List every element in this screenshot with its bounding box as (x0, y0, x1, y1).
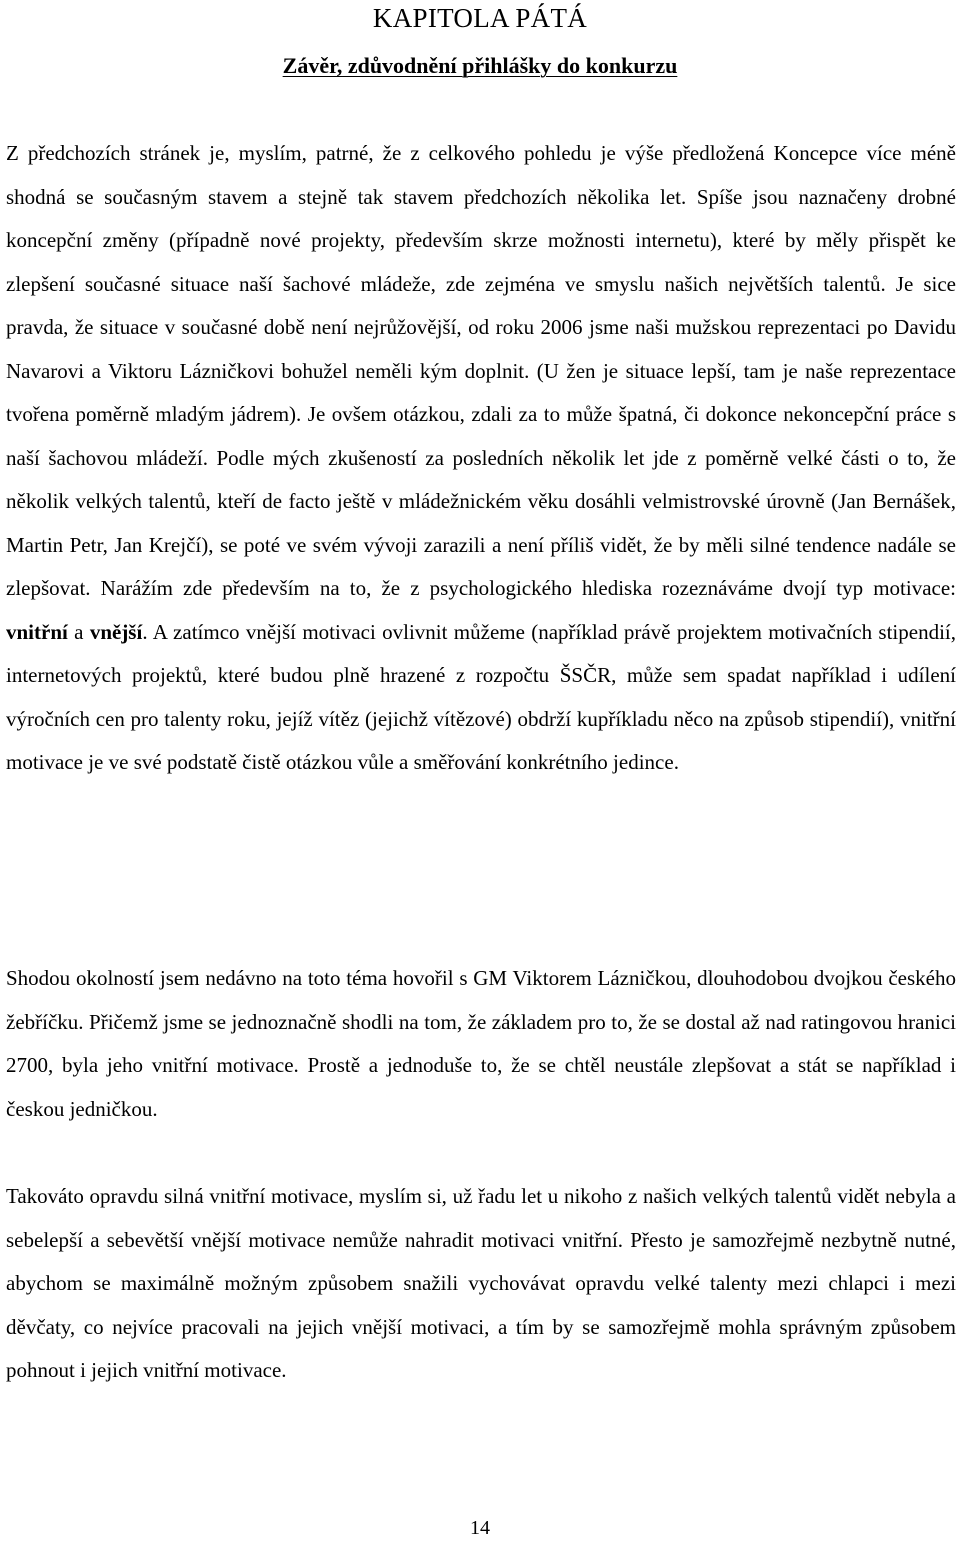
paragraph-text: a (67, 619, 90, 644)
paragraph-motivation: Takováto opravdu silná vnitřní motivace, myslím si, už řadu let u nikoho z našich velkých talentů vidět nebyla a sebelepší a sebevětší vnější motivace nemůže nahradit motivaci vnitřní. Přesto je samozřejmě nezbytně nutné, abychom se maximálně možným způsobem snažili vychovávat opravdu velké talenty mezi chlapci i mezi děvčaty, co nejvíce pracovali na jejich vnější motivaci, a tím by se samozřejmě mohla správným způsobem pohnout i jejich vnitřní motivace. (6, 1184, 956, 1382)
paragraph-text: . A zatímco vnější motivaci ovlivnit můžeme (například právě projektem motivačních stipendií, internetových projektů, které budou plně hrazené z rozpočtu ŠSČR, může sem spadat například i udílení výročních cen pro talenty roku, jejíž vítěz (jejichž vítězové) obdrží kupříkladu něco na způsob stipendií), vnitřní motivace je ve své podstatě čistě otázkou vůle a směřování konkrétního jedince. (6, 619, 956, 774)
bold-term-internal: vnitřní (6, 619, 68, 644)
bold-term-external: vnější (89, 619, 143, 644)
paragraph-text: Z předchozích stránek je, myslím, patrné, že z celkového pohledu je výše předložená Koncepce více méně shodná se současným stavem a stejně tak stavem předchozích několika let. Spíše jsou naznačeny drobné koncepční změny (případně nové projekty, především skrze možnosti internetu), které by měly přispět ke zlepšení současné situace naší šachové mládeže, zde zejména ve smyslu našich největších talentů. Je sice pravda, že situace v současné době není nejrůžovější, od roku 2006 jsme naši mužskou reprezentaci po Davidu Navarovi a Viktoru Lázničkovi bohužel neměli kým doplnit. (U žen je situace lepší, tam je naše reprezentace tvořena poměrně mladým jádrem). Je ovšem otázkou, zdali za to může špatná, či dokonce nekoncepční práce s naší šachovou mládeží. Podle mých zkušeností za posledních několik let jde z poměrně velké části o to, že několik velkých talentů, kteří de facto ještě v mládežnickém věku dosáhli velmistrovské úrovně (Jan Bernášek, Martin Petr, Jan Krejčí), se poté ve svém vývoji zarazili a není příliš vidět, že by měli silné tendence nadále se zlepšovat. Narážím zde především na to, že z psychologického hlediska rozeznáváme dvojí typ motivace: (6, 141, 956, 600)
chapter-title: KAPITOLA PÁTÁ (372, 3, 588, 33)
page-number: 14 (470, 1517, 490, 1539)
chapter-subtitle: Závěr, zdůvodnění přihlášky do konkurzu (282, 53, 678, 78)
paragraph-conclusion (6, 132, 956, 785)
paragraph-laznicka: Shodou okolností jsem nedávno na toto téma hovořil s GM Viktorem Lázničkou, dlouhodobou dvojkou českého žebříčku. Přičemž jsme se jednoznačně shodli na tom, že základem pro to, že se dostal až nad ratingovou hranici 2700, byla jeho vnitřní motivace. Prostě a jednoduše to, že se chtěl neustále zlepšovat a stát se například i českou jedničkou. (6, 966, 956, 1121)
